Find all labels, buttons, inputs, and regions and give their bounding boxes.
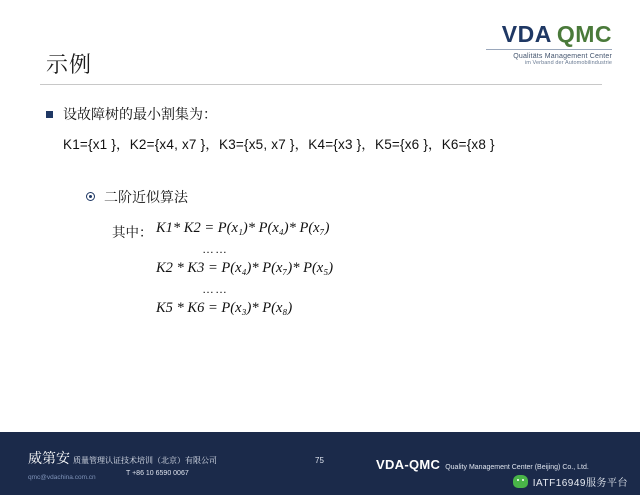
formula-row-3 [156, 301, 604, 317]
logo-divider [486, 49, 612, 50]
footer-brand: VDA-QMC [376, 457, 441, 472]
ellipsis-2: …… [202, 281, 228, 296]
slide-footer [0, 432, 640, 495]
logo-subtitle-org: im Verband der Automobilindustrie [524, 60, 612, 67]
cutsets-line: K1={x1 }，K2={x4, x7 }，K3={x5, x7 }，K4={x3 }，K5={x6 }，K6={x8 } [63, 137, 495, 152]
footer-company: 质量管理认证技术培训（北京）有限公司 [73, 456, 217, 465]
formula-2-rhs: P(x₄)* P(x₇)* P(x₅) [221, 259, 334, 276]
slide-content [46, 104, 604, 317]
footer-brand-block [376, 456, 589, 474]
formula-row-1 [156, 221, 604, 237]
wechat-icon [513, 475, 528, 488]
formula-group [156, 221, 604, 317]
sub-bullet-item [86, 187, 604, 207]
footer-telephone: T +86 10 6590 0067 [126, 470, 189, 477]
square-bullet-icon [46, 111, 53, 118]
logo-vda-text: VDA [501, 21, 552, 47]
logo-qmc-text: QMC [556, 21, 612, 47]
footer-email: qmc@vdachina.com.cn [28, 474, 96, 481]
formula-row-2 [156, 261, 604, 277]
bullet-text-1: 设故障树的最小割集为： [63, 106, 217, 122]
page-title: 示例 [46, 52, 93, 77]
formula-1-lhs: K1* K2 = [156, 220, 215, 236]
formula-3-lhs: K5 * K6 = [156, 299, 218, 316]
bullet-item-1 [46, 104, 604, 125]
formula-1-rhs: P(x₁)* P(x₄)* P(x₇) [217, 220, 330, 236]
title-divider [40, 84, 602, 85]
footer-presenter: 威第安 [28, 450, 70, 466]
qizhong-label: 其中： [112, 225, 153, 240]
logo-wordmark [486, 22, 612, 46]
footer-brand-sub: Quality Management Center (Beijing) Co., Ltd. [445, 464, 589, 471]
vda-qmc-logo [486, 22, 612, 67]
formula-3-rhs: P(x₃)* P(x₈) [221, 299, 293, 316]
formula-2-lhs: K2 * K3 = [156, 259, 218, 276]
logo-subtitle-de: Qualitäts Management Center [513, 53, 612, 61]
circle-bullet-icon [86, 192, 95, 201]
wechat-watermark [513, 474, 628, 489]
wechat-account-name: IATF16949服务平台 [532, 478, 628, 489]
sub-bullet-text: 二阶近似算法 [104, 189, 188, 205]
ellipsis-1: …… [202, 241, 228, 256]
page-number: 75 [315, 456, 324, 465]
